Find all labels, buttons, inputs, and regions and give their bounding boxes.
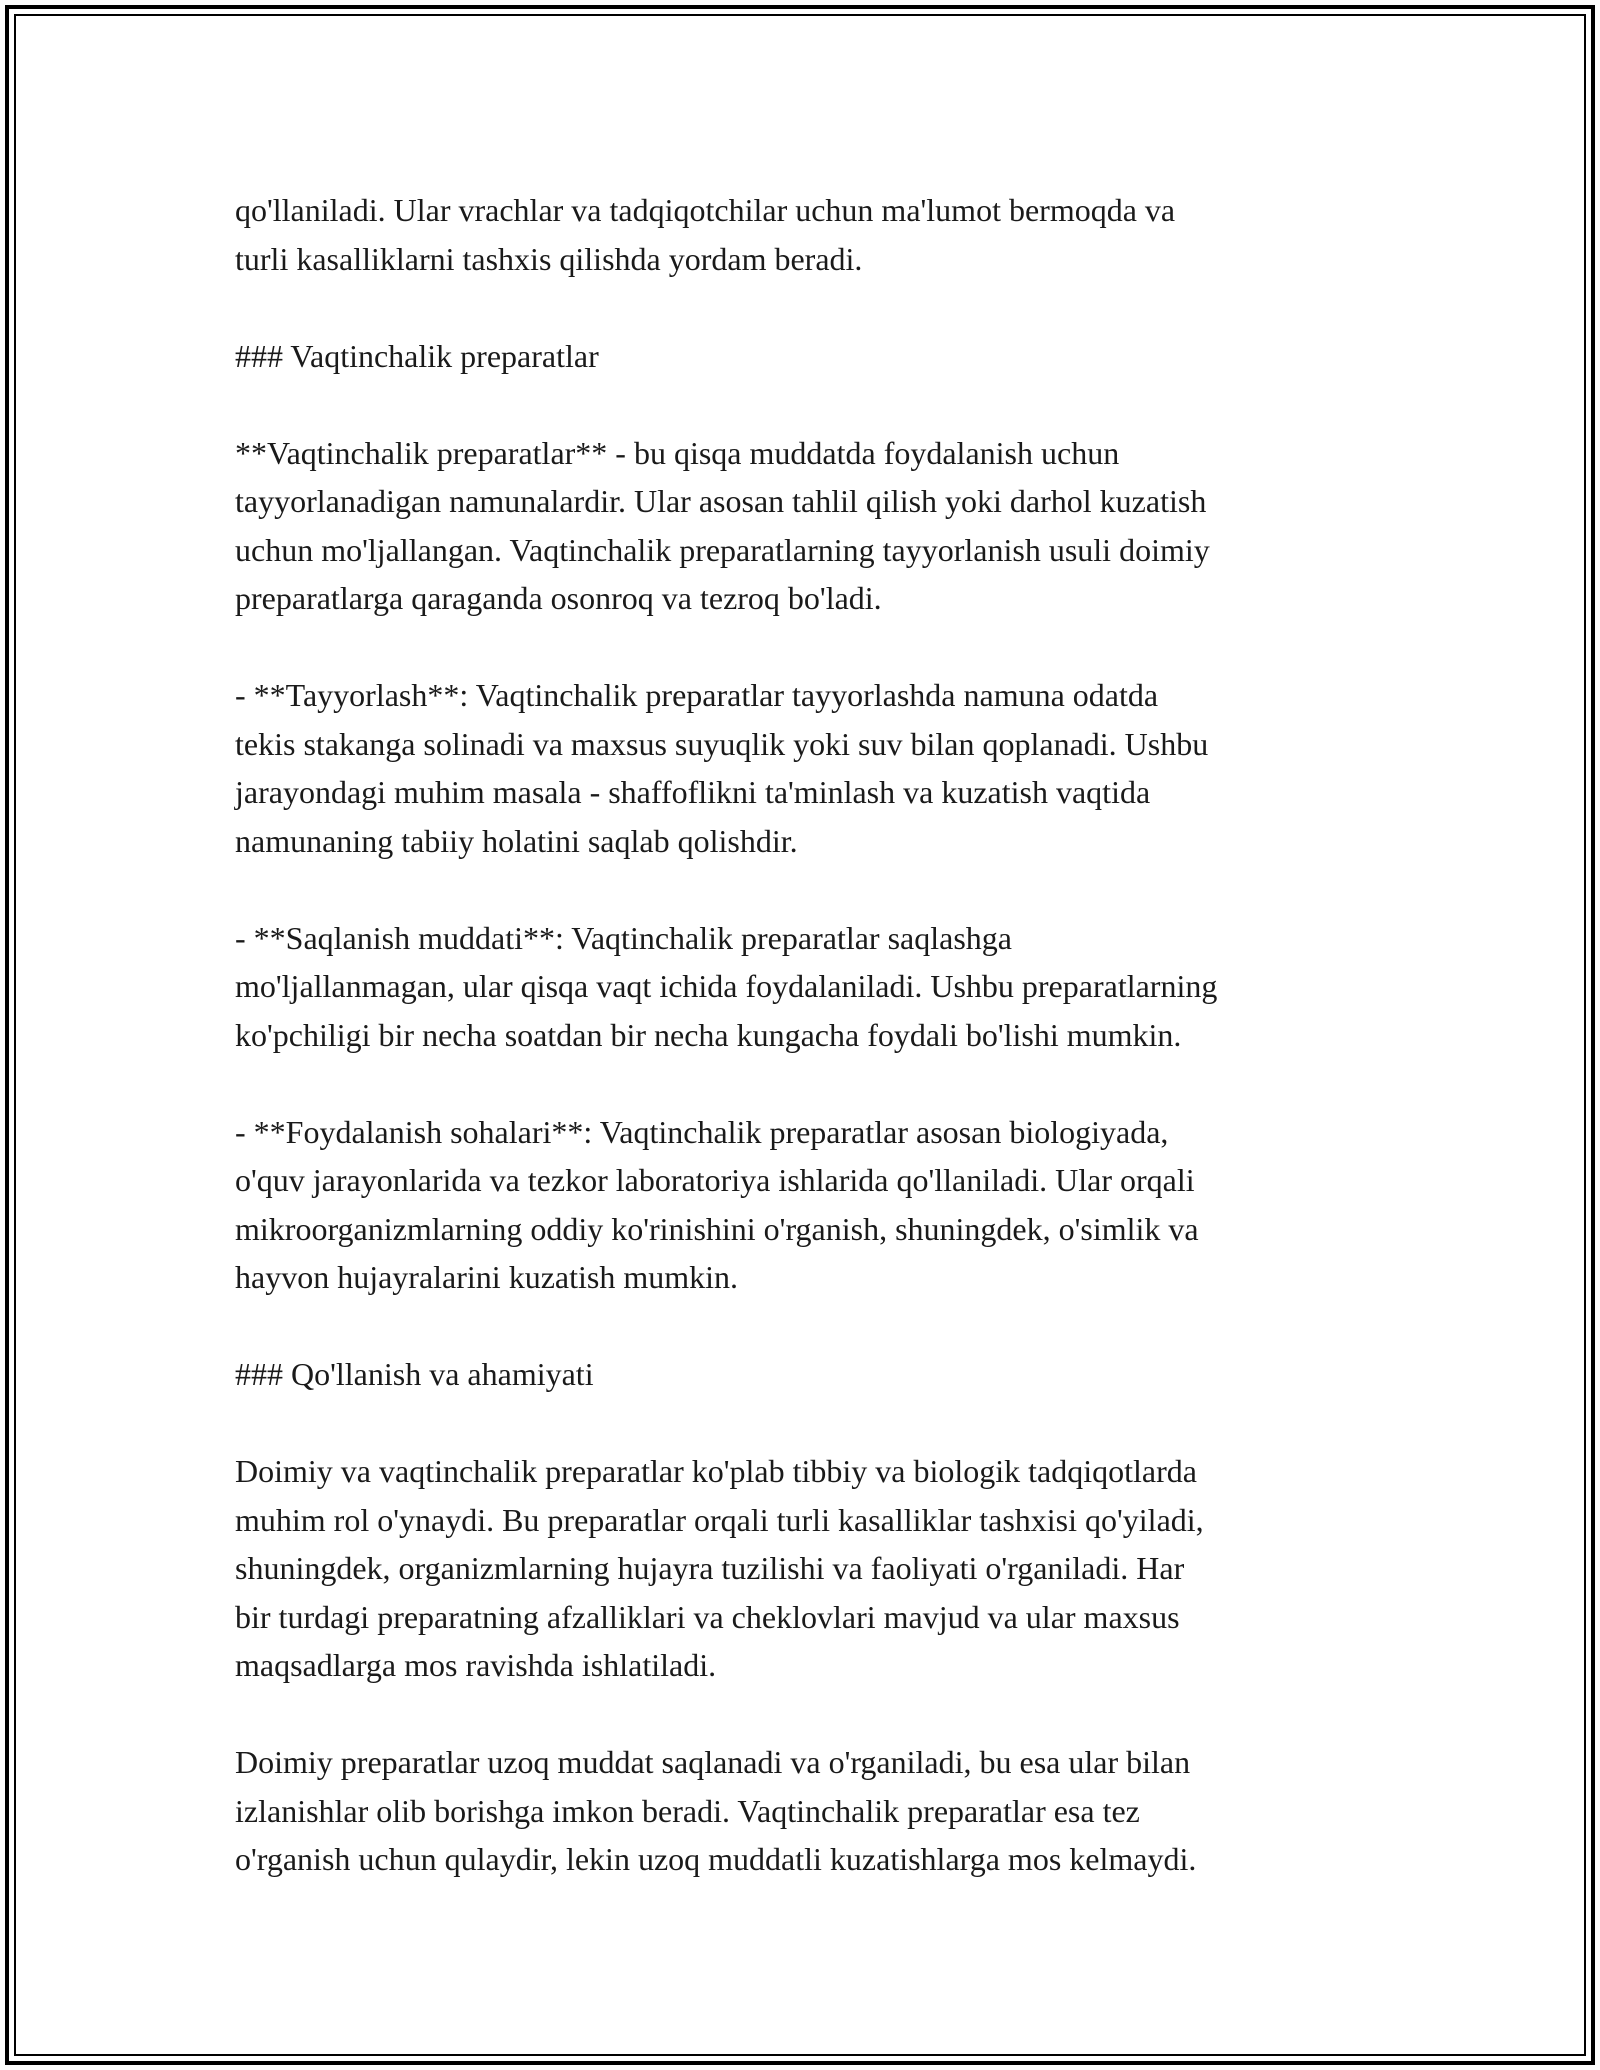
section-heading-vaqtinchalik (235, 332, 1375, 381)
text-line: uchun mo'ljallangan. Vaqtinchalik preparatlarning tayyorlanish usuli doimiy (235, 531, 1210, 568)
text-line: shuningdek, organizmlarning hujayra tuzilishi va faoliyati o'rganiladi. Har (235, 1550, 1185, 1586)
text-line: qo'llaniladi. Ular vrachlar va tadqiqotchilar uchun ma'lumot bermoqda va (235, 192, 1176, 228)
heading-text: ### Qo'llanish va ahamiyati (235, 1356, 594, 1392)
paragraph-qollanish-2 (235, 1738, 1375, 1884)
text-line: izlanishlar olib borishga imkon beradi. Vaqtinchalik preparatlar esa tez (235, 1792, 1140, 1829)
text-line: o'quv jarayonlarida va tezkor laboratoriya ishlarida qo'llaniladi. Ular orqali (235, 1162, 1195, 1198)
text-line: mikroorganizmlarning oddiy ko'rinishini o'rganish, shuningdek, o'simlik va (235, 1210, 1199, 1247)
list-item-tayyorlash (235, 671, 1375, 865)
paragraph-vaqtinchalik-definition (235, 429, 1375, 623)
text-line: - **Saqlanish muddati**: Vaqtinchalik preparatlar saqlashga (235, 919, 1012, 956)
heading-text: ### Vaqtinchalik preparatlar (235, 337, 599, 374)
text-line: Doimiy preparatlar uzoq muddat saqlanadi va o'rganiladi, bu esa ular bilan (235, 1744, 1191, 1780)
document-body (235, 186, 1375, 1884)
text-line: muhim rol o'ynaydi. Bu preparatlar orqali turli kasalliklar tashxisi qo'yiladi, (235, 1501, 1204, 1538)
text-line: namunaning tabiiy holatini saqlab qolishdir. (235, 822, 798, 859)
text-line: tayyorlanadigan namunalardir. Ular asosan tahlil qilish yoki darhol kuzatish (235, 483, 1207, 519)
paragraph-qollanish-1 (235, 1447, 1375, 1690)
text-line: ko'pchiligi bir necha soatdan bir necha kungacha foydali bo'lishi mumkin. (235, 1016, 1182, 1053)
text-line: hayvon hujayralarini kuzatish mumkin. (235, 1259, 738, 1295)
text-line: maqsadlarga mos ravishda ishlatiladi. (235, 1647, 717, 1683)
text-line: Doimiy va vaqtinchalik preparatlar ko'plab tibbiy va biologik tadqiqotlarda (235, 1453, 1197, 1489)
text-line: - **Foydalanish sohalari**: Vaqtinchalik preparatlar asosan biologiyada, (235, 1113, 1169, 1150)
text-line: - **Tayyorlash**: Vaqtinchalik preparatlar tayyorlashda namuna odatda (235, 677, 1159, 713)
list-item-foydalanish (235, 1108, 1375, 1302)
text-line: turli kasalliklarni tashxis qilishda yordam beradi. (235, 240, 863, 277)
text-line: **Vaqtinchalik preparatlar** - bu qisqa muddatda foydalanish uchun (235, 434, 1120, 471)
text-line: o'rganish uchun qulaydir, lekin uzoq muddatli kuzatishlarga mos kelmaydi. (235, 1841, 1197, 1877)
list-item-saqlanish (235, 914, 1375, 1060)
text-line: jarayondagi muhim masala - shaffoflikni ta'minlash va kuzatish vaqtida (235, 774, 1151, 810)
text-line: mo'ljallanmagan, ular qisqa vaqt ichida foydalaniladi. Ushbu preparatlarning (235, 968, 1218, 1004)
text-line: tekis stakanga solinadi va maxsus suyuqlik yoki suv bilan qoplanadi. Ushbu (235, 725, 1209, 762)
section-heading-qollanish (235, 1350, 1375, 1399)
text-line: preparatlarga qaraganda osonroq va tezroq bo'ladi. (235, 580, 882, 616)
text-line: bir turdagi preparatning afzalliklari va cheklovlari mavjud va ular maxsus (235, 1598, 1180, 1635)
paragraph-intro-continuation (235, 186, 1375, 283)
